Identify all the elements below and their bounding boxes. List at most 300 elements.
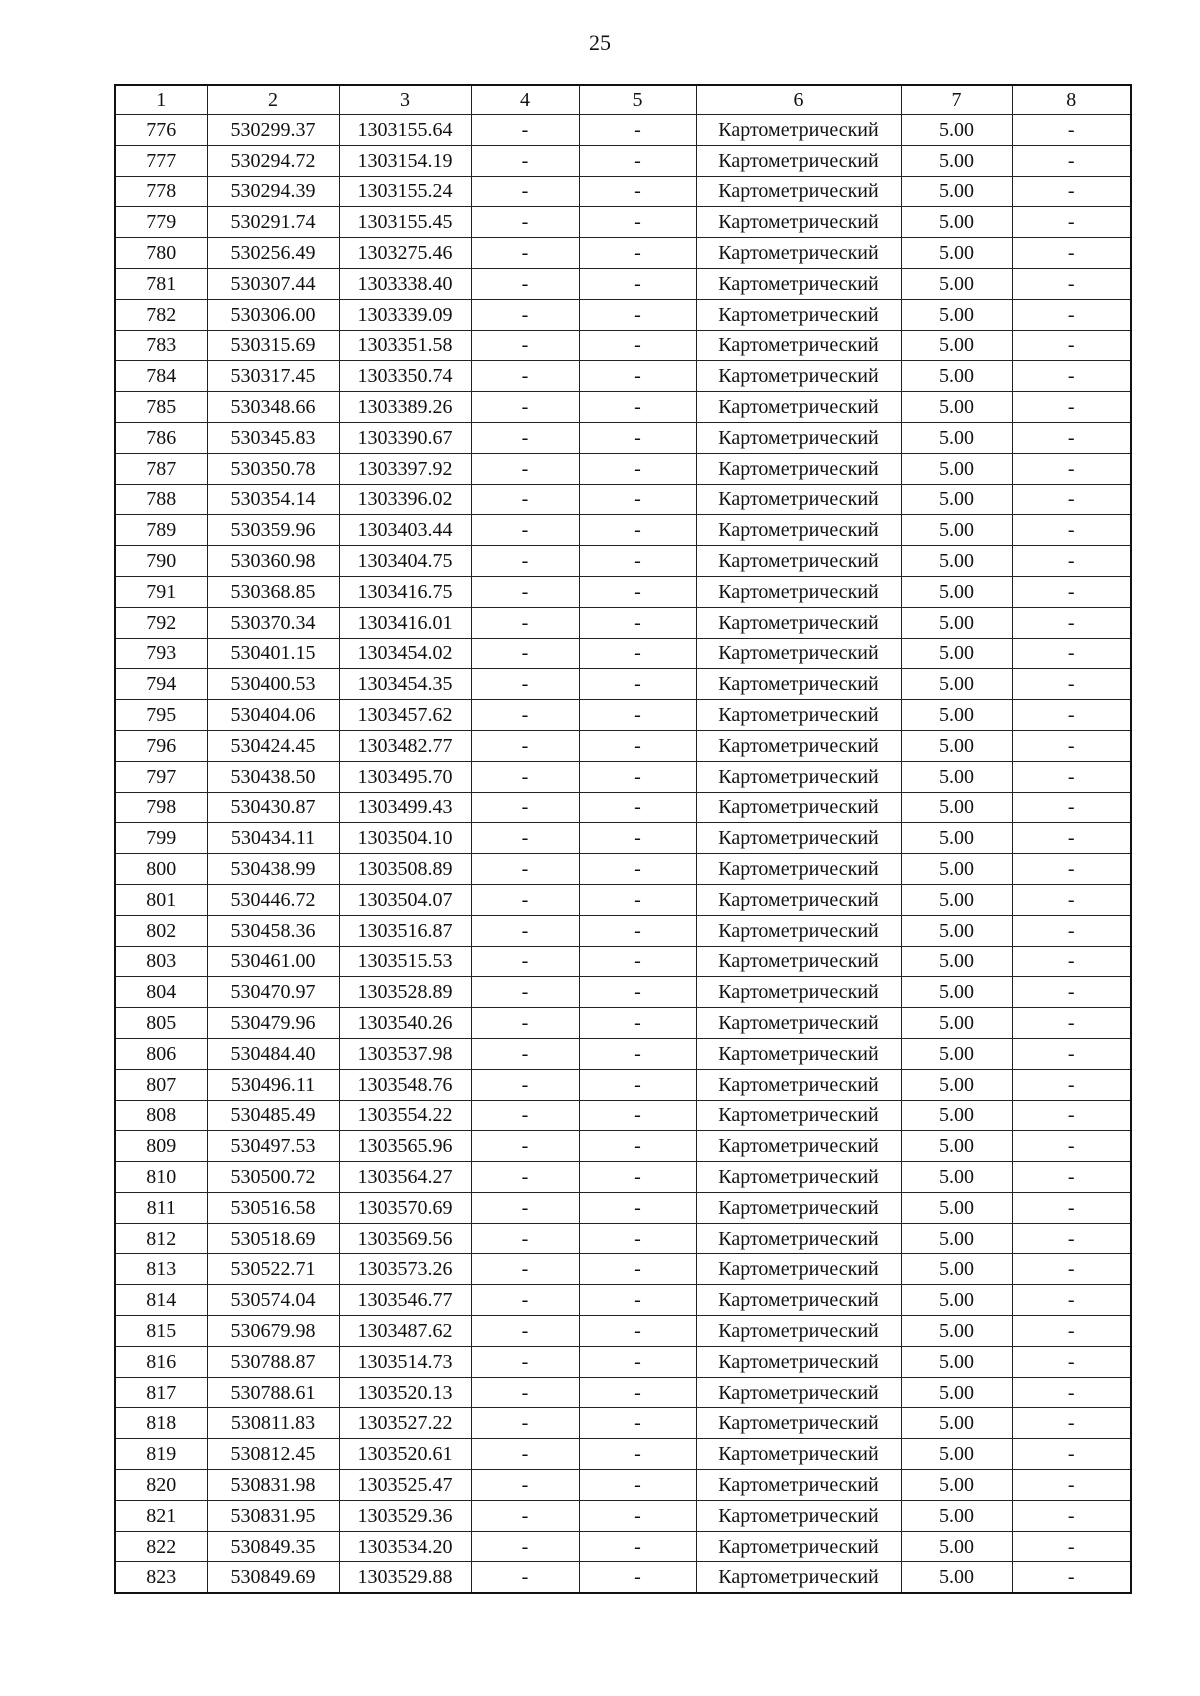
cell-method: Картометрический bbox=[696, 330, 901, 361]
cell-x-coordinate: 530811.83 bbox=[207, 1408, 339, 1439]
cell-col-8: - bbox=[1012, 238, 1131, 269]
cell-x-coordinate: 530438.99 bbox=[207, 854, 339, 885]
cell-col-8: - bbox=[1012, 330, 1131, 361]
column-header-2: 2 bbox=[207, 85, 339, 115]
cell-col-4: - bbox=[471, 176, 579, 207]
table-row bbox=[115, 1346, 1131, 1377]
cell-col-5: - bbox=[579, 1346, 696, 1377]
cell-accuracy: 5.00 bbox=[901, 484, 1012, 515]
cell-col-4: - bbox=[471, 1100, 579, 1131]
cell-accuracy: 5.00 bbox=[901, 1316, 1012, 1347]
cell-col-5: - bbox=[579, 1377, 696, 1408]
cell-x-coordinate: 530446.72 bbox=[207, 884, 339, 915]
cell-col-5: - bbox=[579, 176, 696, 207]
cell-point-number: 785 bbox=[115, 392, 207, 423]
cell-y-coordinate: 1303504.10 bbox=[339, 823, 471, 854]
cell-method: Картометрический bbox=[696, 515, 901, 546]
cell-col-4: - bbox=[471, 1038, 579, 1069]
cell-accuracy: 5.00 bbox=[901, 638, 1012, 669]
cell-point-number: 803 bbox=[115, 946, 207, 977]
cell-point-number: 802 bbox=[115, 915, 207, 946]
cell-accuracy: 5.00 bbox=[901, 1254, 1012, 1285]
cell-point-number: 801 bbox=[115, 884, 207, 915]
cell-col-8: - bbox=[1012, 145, 1131, 176]
cell-method: Картометрический bbox=[696, 1008, 901, 1039]
coordinates-table bbox=[114, 84, 1132, 1594]
cell-method: Картометрический bbox=[696, 823, 901, 854]
cell-x-coordinate: 530500.72 bbox=[207, 1162, 339, 1193]
cell-method: Картометрический bbox=[696, 884, 901, 915]
cell-point-number: 791 bbox=[115, 576, 207, 607]
table-row bbox=[115, 607, 1131, 638]
table-row bbox=[115, 1439, 1131, 1470]
cell-col-4: - bbox=[471, 1408, 579, 1439]
cell-point-number: 804 bbox=[115, 977, 207, 1008]
cell-point-number: 796 bbox=[115, 730, 207, 761]
table-body bbox=[115, 115, 1131, 1594]
cell-col-5: - bbox=[579, 730, 696, 761]
cell-x-coordinate: 530485.49 bbox=[207, 1100, 339, 1131]
cell-col-4: - bbox=[471, 361, 579, 392]
cell-method: Картометрический bbox=[696, 1285, 901, 1316]
cell-point-number: 815 bbox=[115, 1316, 207, 1347]
cell-x-coordinate: 530831.95 bbox=[207, 1500, 339, 1531]
cell-col-8: - bbox=[1012, 268, 1131, 299]
cell-accuracy: 5.00 bbox=[901, 1131, 1012, 1162]
cell-col-4: - bbox=[471, 330, 579, 361]
cell-col-4: - bbox=[471, 1377, 579, 1408]
table-row bbox=[115, 915, 1131, 946]
cell-accuracy: 5.00 bbox=[901, 1192, 1012, 1223]
table-row bbox=[115, 422, 1131, 453]
cell-x-coordinate: 530430.87 bbox=[207, 792, 339, 823]
cell-y-coordinate: 1303487.62 bbox=[339, 1316, 471, 1347]
table-row bbox=[115, 330, 1131, 361]
cell-col-5: - bbox=[579, 1470, 696, 1501]
cell-y-coordinate: 1303515.53 bbox=[339, 946, 471, 977]
cell-col-8: - bbox=[1012, 700, 1131, 731]
cell-col-8: - bbox=[1012, 1131, 1131, 1162]
cell-point-number: 810 bbox=[115, 1162, 207, 1193]
cell-y-coordinate: 1303155.64 bbox=[339, 115, 471, 146]
cell-accuracy: 5.00 bbox=[901, 207, 1012, 238]
cell-x-coordinate: 530812.45 bbox=[207, 1439, 339, 1470]
table-row bbox=[115, 299, 1131, 330]
cell-point-number: 823 bbox=[115, 1562, 207, 1593]
cell-accuracy: 5.00 bbox=[901, 1100, 1012, 1131]
table-row bbox=[115, 761, 1131, 792]
cell-accuracy: 5.00 bbox=[901, 330, 1012, 361]
cell-point-number: 788 bbox=[115, 484, 207, 515]
cell-accuracy: 5.00 bbox=[901, 115, 1012, 146]
cell-col-5: - bbox=[579, 884, 696, 915]
cell-col-5: - bbox=[579, 700, 696, 731]
table-row bbox=[115, 1223, 1131, 1254]
cell-col-5: - bbox=[579, 515, 696, 546]
cell-y-coordinate: 1303155.24 bbox=[339, 176, 471, 207]
table-row bbox=[115, 700, 1131, 731]
cell-x-coordinate: 530479.96 bbox=[207, 1008, 339, 1039]
cell-col-4: - bbox=[471, 453, 579, 484]
cell-col-5: - bbox=[579, 330, 696, 361]
cell-x-coordinate: 530345.83 bbox=[207, 422, 339, 453]
cell-method: Картометрический bbox=[696, 977, 901, 1008]
cell-col-4: - bbox=[471, 422, 579, 453]
cell-y-coordinate: 1303520.13 bbox=[339, 1377, 471, 1408]
table-row bbox=[115, 1500, 1131, 1531]
table-row bbox=[115, 1377, 1131, 1408]
cell-y-coordinate: 1303564.27 bbox=[339, 1162, 471, 1193]
cell-point-number: 811 bbox=[115, 1192, 207, 1223]
cell-col-4: - bbox=[471, 299, 579, 330]
column-header-4: 4 bbox=[471, 85, 579, 115]
cell-col-8: - bbox=[1012, 546, 1131, 577]
cell-col-8: - bbox=[1012, 607, 1131, 638]
cell-col-5: - bbox=[579, 546, 696, 577]
cell-method: Картометрический bbox=[696, 1408, 901, 1439]
cell-col-5: - bbox=[579, 761, 696, 792]
cell-point-number: 808 bbox=[115, 1100, 207, 1131]
cell-x-coordinate: 530516.58 bbox=[207, 1192, 339, 1223]
cell-method: Картометрический bbox=[696, 792, 901, 823]
cell-col-4: - bbox=[471, 1162, 579, 1193]
cell-accuracy: 5.00 bbox=[901, 607, 1012, 638]
cell-point-number: 821 bbox=[115, 1500, 207, 1531]
cell-x-coordinate: 530291.74 bbox=[207, 207, 339, 238]
cell-x-coordinate: 530496.11 bbox=[207, 1069, 339, 1100]
cell-accuracy: 5.00 bbox=[901, 1069, 1012, 1100]
cell-x-coordinate: 530438.50 bbox=[207, 761, 339, 792]
table-row bbox=[115, 1162, 1131, 1193]
cell-accuracy: 5.00 bbox=[901, 1346, 1012, 1377]
table-row bbox=[115, 1100, 1131, 1131]
cell-y-coordinate: 1303416.75 bbox=[339, 576, 471, 607]
cell-col-8: - bbox=[1012, 176, 1131, 207]
cell-accuracy: 5.00 bbox=[901, 854, 1012, 885]
cell-method: Картометрический bbox=[696, 1192, 901, 1223]
cell-y-coordinate: 1303537.98 bbox=[339, 1038, 471, 1069]
cell-col-8: - bbox=[1012, 1316, 1131, 1347]
table-row bbox=[115, 268, 1131, 299]
cell-col-4: - bbox=[471, 1069, 579, 1100]
cell-col-4: - bbox=[471, 669, 579, 700]
cell-col-8: - bbox=[1012, 484, 1131, 515]
cell-accuracy: 5.00 bbox=[901, 946, 1012, 977]
cell-y-coordinate: 1303528.89 bbox=[339, 977, 471, 1008]
cell-x-coordinate: 530424.45 bbox=[207, 730, 339, 761]
cell-accuracy: 5.00 bbox=[901, 915, 1012, 946]
cell-y-coordinate: 1303548.76 bbox=[339, 1069, 471, 1100]
cell-y-coordinate: 1303351.58 bbox=[339, 330, 471, 361]
cell-x-coordinate: 530294.72 bbox=[207, 145, 339, 176]
cell-col-5: - bbox=[579, 145, 696, 176]
cell-col-8: - bbox=[1012, 453, 1131, 484]
cell-col-4: - bbox=[471, 1562, 579, 1593]
cell-x-coordinate: 530370.34 bbox=[207, 607, 339, 638]
table-row bbox=[115, 1285, 1131, 1316]
cell-col-8: - bbox=[1012, 1562, 1131, 1593]
cell-y-coordinate: 1303338.40 bbox=[339, 268, 471, 299]
cell-x-coordinate: 530679.98 bbox=[207, 1316, 339, 1347]
cell-col-4: - bbox=[471, 977, 579, 1008]
cell-col-4: - bbox=[471, 1254, 579, 1285]
cell-x-coordinate: 530849.69 bbox=[207, 1562, 339, 1593]
cell-col-5: - bbox=[579, 576, 696, 607]
cell-y-coordinate: 1303527.22 bbox=[339, 1408, 471, 1439]
cell-method: Картометрический bbox=[696, 761, 901, 792]
cell-point-number: 779 bbox=[115, 207, 207, 238]
cell-method: Картометрический bbox=[696, 1439, 901, 1470]
cell-accuracy: 5.00 bbox=[901, 977, 1012, 1008]
cell-accuracy: 5.00 bbox=[901, 1500, 1012, 1531]
cell-method: Картометрический bbox=[696, 1254, 901, 1285]
cell-point-number: 822 bbox=[115, 1531, 207, 1562]
cell-method: Картометрический bbox=[696, 115, 901, 146]
cell-col-4: - bbox=[471, 515, 579, 546]
cell-x-coordinate: 530458.36 bbox=[207, 915, 339, 946]
cell-col-8: - bbox=[1012, 638, 1131, 669]
cell-col-8: - bbox=[1012, 1531, 1131, 1562]
cell-col-4: - bbox=[471, 1008, 579, 1039]
cell-col-5: - bbox=[579, 1100, 696, 1131]
cell-x-coordinate: 530522.71 bbox=[207, 1254, 339, 1285]
cell-y-coordinate: 1303569.56 bbox=[339, 1223, 471, 1254]
cell-col-8: - bbox=[1012, 946, 1131, 977]
cell-accuracy: 5.00 bbox=[901, 299, 1012, 330]
cell-point-number: 783 bbox=[115, 330, 207, 361]
cell-x-coordinate: 530470.97 bbox=[207, 977, 339, 1008]
cell-col-5: - bbox=[579, 638, 696, 669]
cell-method: Картометрический bbox=[696, 915, 901, 946]
cell-col-4: - bbox=[471, 946, 579, 977]
cell-method: Картометрический bbox=[696, 1562, 901, 1593]
cell-accuracy: 5.00 bbox=[901, 238, 1012, 269]
table-row bbox=[115, 546, 1131, 577]
cell-point-number: 817 bbox=[115, 1377, 207, 1408]
cell-x-coordinate: 530461.00 bbox=[207, 946, 339, 977]
cell-col-8: - bbox=[1012, 576, 1131, 607]
table-row bbox=[115, 1131, 1131, 1162]
cell-accuracy: 5.00 bbox=[901, 1562, 1012, 1593]
cell-accuracy: 5.00 bbox=[901, 761, 1012, 792]
cell-col-5: - bbox=[579, 1500, 696, 1531]
cell-x-coordinate: 530849.35 bbox=[207, 1531, 339, 1562]
cell-col-5: - bbox=[579, 915, 696, 946]
cell-accuracy: 5.00 bbox=[901, 1531, 1012, 1562]
cell-col-8: - bbox=[1012, 915, 1131, 946]
cell-col-5: - bbox=[579, 268, 696, 299]
cell-y-coordinate: 1303454.35 bbox=[339, 669, 471, 700]
cell-accuracy: 5.00 bbox=[901, 1408, 1012, 1439]
cell-col-4: - bbox=[471, 576, 579, 607]
cell-col-5: - bbox=[579, 1162, 696, 1193]
cell-x-coordinate: 530350.78 bbox=[207, 453, 339, 484]
table-row bbox=[115, 145, 1131, 176]
cell-method: Картометрический bbox=[696, 299, 901, 330]
cell-x-coordinate: 530306.00 bbox=[207, 299, 339, 330]
cell-col-8: - bbox=[1012, 1470, 1131, 1501]
cell-y-coordinate: 1303570.69 bbox=[339, 1192, 471, 1223]
cell-col-8: - bbox=[1012, 761, 1131, 792]
cell-col-4: - bbox=[471, 730, 579, 761]
cell-y-coordinate: 1303339.09 bbox=[339, 299, 471, 330]
column-header-6: 6 bbox=[696, 85, 901, 115]
cell-point-number: 793 bbox=[115, 638, 207, 669]
cell-method: Картометрический bbox=[696, 1069, 901, 1100]
cell-col-4: - bbox=[471, 145, 579, 176]
cell-col-4: - bbox=[471, 1439, 579, 1470]
cell-accuracy: 5.00 bbox=[901, 1038, 1012, 1069]
cell-point-number: 799 bbox=[115, 823, 207, 854]
page-number: 25 bbox=[589, 30, 611, 55]
cell-col-8: - bbox=[1012, 515, 1131, 546]
cell-x-coordinate: 530831.98 bbox=[207, 1470, 339, 1501]
cell-y-coordinate: 1303573.26 bbox=[339, 1254, 471, 1285]
cell-accuracy: 5.00 bbox=[901, 1223, 1012, 1254]
table-row bbox=[115, 1192, 1131, 1223]
cell-y-coordinate: 1303404.75 bbox=[339, 546, 471, 577]
cell-col-4: - bbox=[471, 854, 579, 885]
column-header-7: 7 bbox=[901, 85, 1012, 115]
cell-point-number: 806 bbox=[115, 1038, 207, 1069]
table-row bbox=[115, 1038, 1131, 1069]
cell-accuracy: 5.00 bbox=[901, 1008, 1012, 1039]
table-row bbox=[115, 823, 1131, 854]
cell-y-coordinate: 1303525.47 bbox=[339, 1470, 471, 1501]
cell-col-4: - bbox=[471, 1285, 579, 1316]
cell-accuracy: 5.00 bbox=[901, 546, 1012, 577]
cell-x-coordinate: 530354.14 bbox=[207, 484, 339, 515]
cell-accuracy: 5.00 bbox=[901, 1285, 1012, 1316]
cell-x-coordinate: 530788.61 bbox=[207, 1377, 339, 1408]
cell-point-number: 820 bbox=[115, 1470, 207, 1501]
cell-method: Картометрический bbox=[696, 1162, 901, 1193]
table-row bbox=[115, 638, 1131, 669]
cell-col-4: - bbox=[471, 546, 579, 577]
cell-col-5: - bbox=[579, 238, 696, 269]
table-row bbox=[115, 1531, 1131, 1562]
cell-method: Картометрический bbox=[696, 1316, 901, 1347]
cell-point-number: 809 bbox=[115, 1131, 207, 1162]
cell-point-number: 798 bbox=[115, 792, 207, 823]
cell-col-4: - bbox=[471, 484, 579, 515]
cell-col-4: - bbox=[471, 207, 579, 238]
cell-x-coordinate: 530299.37 bbox=[207, 115, 339, 146]
cell-col-5: - bbox=[579, 854, 696, 885]
cell-point-number: 780 bbox=[115, 238, 207, 269]
cell-point-number: 792 bbox=[115, 607, 207, 638]
cell-accuracy: 5.00 bbox=[901, 669, 1012, 700]
cell-y-coordinate: 1303454.02 bbox=[339, 638, 471, 669]
cell-accuracy: 5.00 bbox=[901, 884, 1012, 915]
cell-method: Картометрический bbox=[696, 946, 901, 977]
cell-col-8: - bbox=[1012, 1069, 1131, 1100]
cell-method: Картометрический bbox=[696, 361, 901, 392]
cell-accuracy: 5.00 bbox=[901, 1162, 1012, 1193]
cell-x-coordinate: 530294.39 bbox=[207, 176, 339, 207]
table-row bbox=[115, 576, 1131, 607]
table-row bbox=[115, 1316, 1131, 1347]
cell-col-5: - bbox=[579, 115, 696, 146]
cell-point-number: 813 bbox=[115, 1254, 207, 1285]
cell-col-5: - bbox=[579, 1069, 696, 1100]
cell-point-number: 778 bbox=[115, 176, 207, 207]
cell-method: Картометрический bbox=[696, 1377, 901, 1408]
column-header-5: 5 bbox=[579, 85, 696, 115]
cell-col-5: - bbox=[579, 1531, 696, 1562]
cell-x-coordinate: 530497.53 bbox=[207, 1131, 339, 1162]
cell-col-4: - bbox=[471, 1531, 579, 1562]
cell-col-8: - bbox=[1012, 1162, 1131, 1193]
cell-col-8: - bbox=[1012, 669, 1131, 700]
cell-col-8: - bbox=[1012, 115, 1131, 146]
cell-col-8: - bbox=[1012, 854, 1131, 885]
cell-accuracy: 5.00 bbox=[901, 1439, 1012, 1470]
cell-col-5: - bbox=[579, 1254, 696, 1285]
table-header-row bbox=[115, 85, 1131, 115]
cell-method: Картометрический bbox=[696, 700, 901, 731]
cell-point-number: 795 bbox=[115, 700, 207, 731]
cell-col-5: - bbox=[579, 1562, 696, 1593]
cell-col-8: - bbox=[1012, 1285, 1131, 1316]
cell-point-number: 777 bbox=[115, 145, 207, 176]
table-row bbox=[115, 515, 1131, 546]
cell-col-5: - bbox=[579, 1192, 696, 1223]
cell-point-number: 818 bbox=[115, 1408, 207, 1439]
cell-accuracy: 5.00 bbox=[901, 730, 1012, 761]
cell-col-8: - bbox=[1012, 823, 1131, 854]
cell-point-number: 816 bbox=[115, 1346, 207, 1377]
cell-col-8: - bbox=[1012, 1008, 1131, 1039]
cell-col-5: - bbox=[579, 607, 696, 638]
cell-y-coordinate: 1303275.46 bbox=[339, 238, 471, 269]
cell-point-number: 790 bbox=[115, 546, 207, 577]
cell-method: Картометрический bbox=[696, 207, 901, 238]
cell-y-coordinate: 1303389.26 bbox=[339, 392, 471, 423]
cell-accuracy: 5.00 bbox=[901, 792, 1012, 823]
cell-y-coordinate: 1303403.44 bbox=[339, 515, 471, 546]
cell-method: Картометрический bbox=[696, 1100, 901, 1131]
cell-point-number: 807 bbox=[115, 1069, 207, 1100]
cell-y-coordinate: 1303565.96 bbox=[339, 1131, 471, 1162]
table-row bbox=[115, 1562, 1131, 1593]
cell-col-5: - bbox=[579, 1316, 696, 1347]
cell-y-coordinate: 1303499.43 bbox=[339, 792, 471, 823]
cell-x-coordinate: 530315.69 bbox=[207, 330, 339, 361]
table-row bbox=[115, 207, 1131, 238]
cell-accuracy: 5.00 bbox=[901, 392, 1012, 423]
cell-col-5: - bbox=[579, 392, 696, 423]
cell-y-coordinate: 1303154.19 bbox=[339, 145, 471, 176]
table-row bbox=[115, 176, 1131, 207]
cell-col-5: - bbox=[579, 977, 696, 1008]
cell-y-coordinate: 1303534.20 bbox=[339, 1531, 471, 1562]
cell-method: Картометрический bbox=[696, 730, 901, 761]
cell-y-coordinate: 1303529.88 bbox=[339, 1562, 471, 1593]
cell-col-5: - bbox=[579, 1408, 696, 1439]
cell-col-4: - bbox=[471, 1346, 579, 1377]
cell-col-4: - bbox=[471, 700, 579, 731]
cell-col-4: - bbox=[471, 607, 579, 638]
cell-method: Картометрический bbox=[696, 1500, 901, 1531]
table-row bbox=[115, 1470, 1131, 1501]
cell-accuracy: 5.00 bbox=[901, 176, 1012, 207]
cell-col-4: - bbox=[471, 638, 579, 669]
cell-col-8: - bbox=[1012, 1439, 1131, 1470]
cell-col-8: - bbox=[1012, 1500, 1131, 1531]
table-row bbox=[115, 977, 1131, 1008]
cell-col-4: - bbox=[471, 1500, 579, 1531]
